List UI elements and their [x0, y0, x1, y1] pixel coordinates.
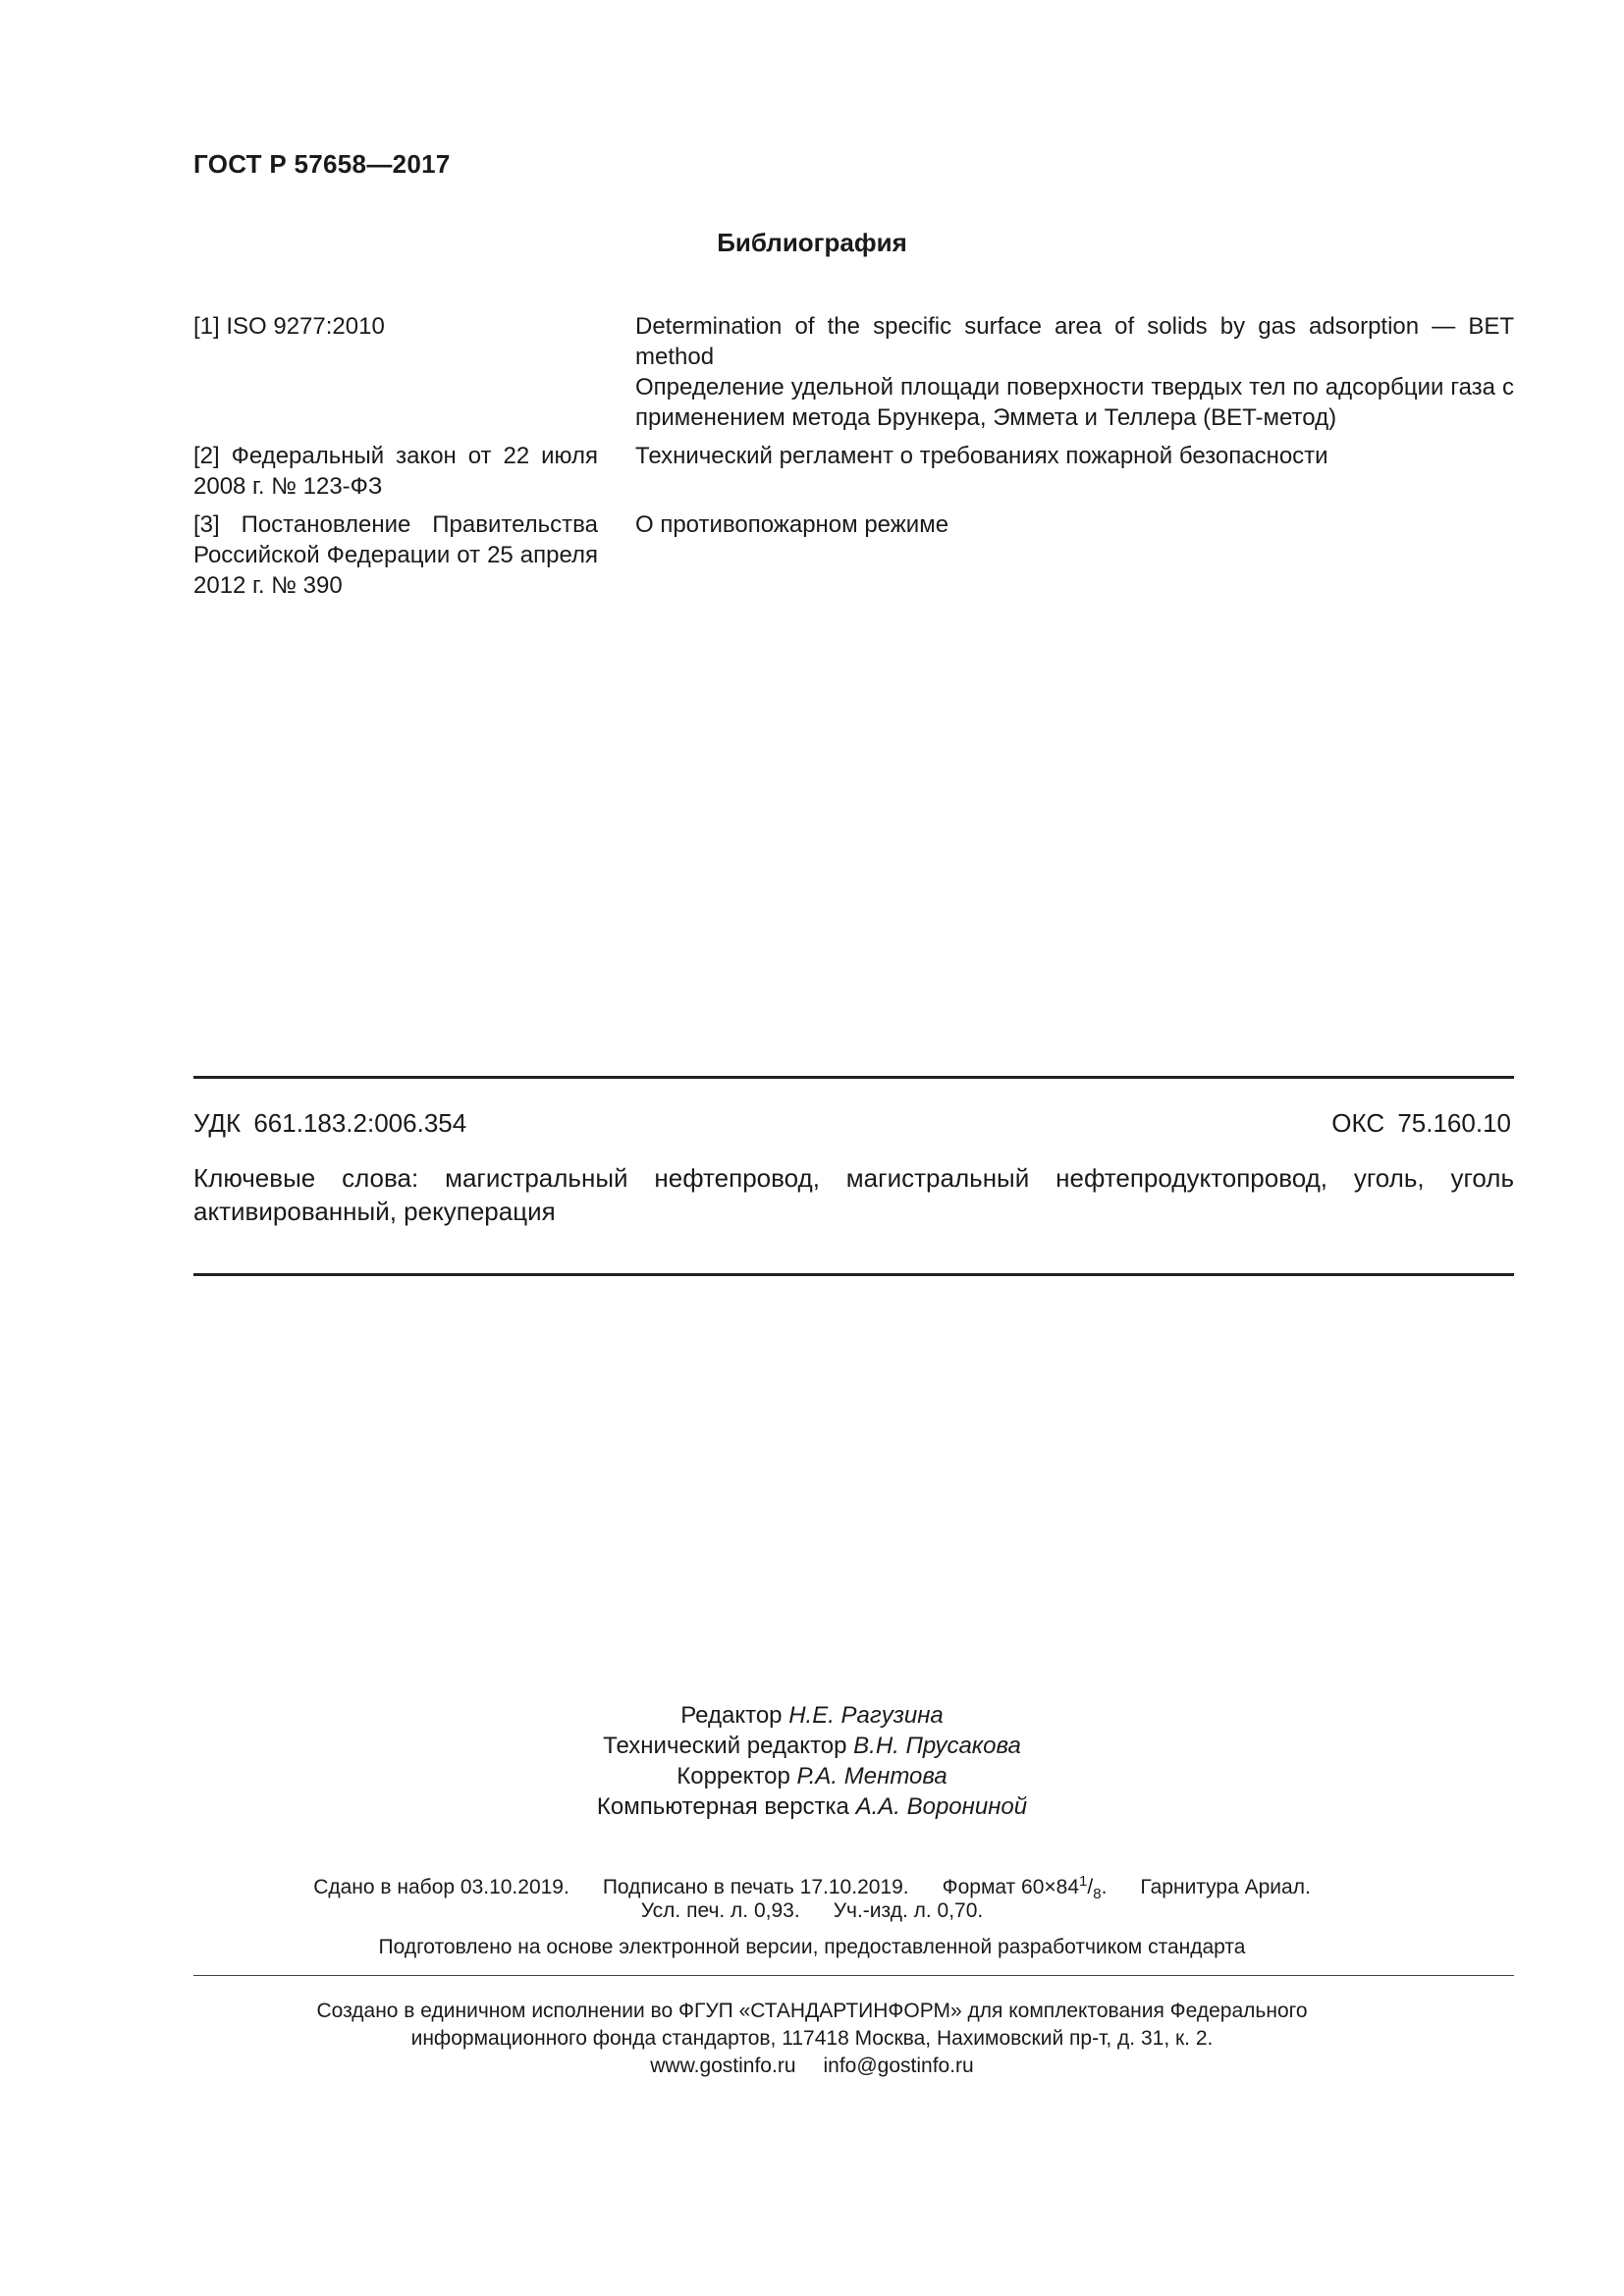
divider-top: [193, 1076, 1514, 1079]
imprint-format: Формат $60\times 84^1/_8$.: [942, 1873, 1108, 1903]
credit-role: Компьютерная верстка: [596, 1793, 849, 1820]
bibliography-description: [635, 311, 1514, 433]
email-link[interactable]: info@gostinfo.ru: [823, 2055, 974, 2077]
credit-name: А.А. Ворониной: [855, 1793, 1028, 1820]
credits-block: [0, 1700, 1624, 1822]
imprint-created-line2: информационного фонда стандартов, 117418 Москва, Нахимовский пр-т, д. 31, к. 2.: [410, 2027, 1214, 2050]
imprint-pub-sheets: Уч.-изд. л. 0,70.: [833, 1899, 984, 1922]
imprint-print-sheets: Усл. печ. л. 0,93.: [640, 1899, 800, 1922]
imprint-prepared: Подготовлено на основе электронной версии, предоставленной разработчиком стандарта: [378, 1936, 1246, 1958]
bibliography-description-text: Определение удельной площади поверхности твердых тел по адсорбции газа с применением метода Брункера, Эммета и Теллера (BET-метод): [635, 374, 1514, 431]
credit-name: В.Н. Прусакова: [853, 1733, 1021, 1759]
udk-code: УДК 661.183.2:006.354: [193, 1108, 467, 1138]
imprint-submitted: Сдано в набор 03.10.2019.: [313, 1876, 569, 1898]
bibliography-description-text: Технический регламент о требованиях пожарной безопасности: [635, 443, 1328, 469]
imprint-created-line1: Создано в единичном исполнении во ФГУП «СТАНДАРТИНФОРМ» для комплектования Федерального: [316, 2000, 1308, 2022]
bibliography-description: [635, 441, 1514, 502]
credit-role: Технический редактор: [603, 1733, 847, 1759]
bibliography-entry: [193, 311, 1514, 433]
document-code: ГОСТ Р 57658—2017: [193, 149, 451, 179]
bibliography-reference: [3] Постановление Правительства Российской Федерации от 25 апреля 2012 г. № 390: [193, 511, 598, 599]
credit-name: Р.А. Ментова: [796, 1763, 947, 1789]
imprint-sheets: [0, 1897, 1624, 1925]
imprint-contacts: [0, 2053, 1624, 2080]
bibliography-description-text: О противопожарном режиме: [635, 511, 949, 538]
credit-corrector: [0, 1761, 1624, 1791]
credit-editor: [0, 1700, 1624, 1731]
credit-tech-editor: [0, 1731, 1624, 1761]
divider-imprint: [193, 1975, 1514, 1976]
credit-role: Корректор: [677, 1763, 790, 1789]
bibliography-description: [635, 509, 1514, 601]
oks-code: ОКС 75.160.10: [1331, 1108, 1511, 1138]
credit-role: Редактор: [680, 1702, 783, 1729]
bibliography-entry: [193, 509, 1514, 601]
bibliography-list: [193, 311, 1514, 609]
imprint-signed: Подписано в печать 17.10.2019.: [602, 1876, 909, 1898]
imprint-typeface: Гарнитура Ариал.: [1140, 1876, 1311, 1898]
keywords: Ключевые слова: магистральный нефтепровод, магистральный нефтепродуктопровод, уголь, уголь активированный, рекуперация: [193, 1163, 1514, 1226]
bibliography-description-text: Determination of the specific surface area of solids by gas adsorption — BET method: [635, 313, 1514, 370]
bibliography-reference: [2] Федеральный закон от 22 июля 2008 г. № 123-ФЗ: [193, 443, 598, 500]
divider-bottom: [193, 1273, 1514, 1276]
bibliography-entry: [193, 441, 1514, 502]
bibliography-reference: [1] ISO 9277:2010: [193, 313, 385, 340]
credit-name: Н.Е. Рагузина: [788, 1702, 944, 1729]
website-link[interactable]: www.gostinfo.ru: [650, 2055, 796, 2077]
credit-layout: [0, 1791, 1624, 1822]
section-title: Библиография: [717, 228, 907, 257]
